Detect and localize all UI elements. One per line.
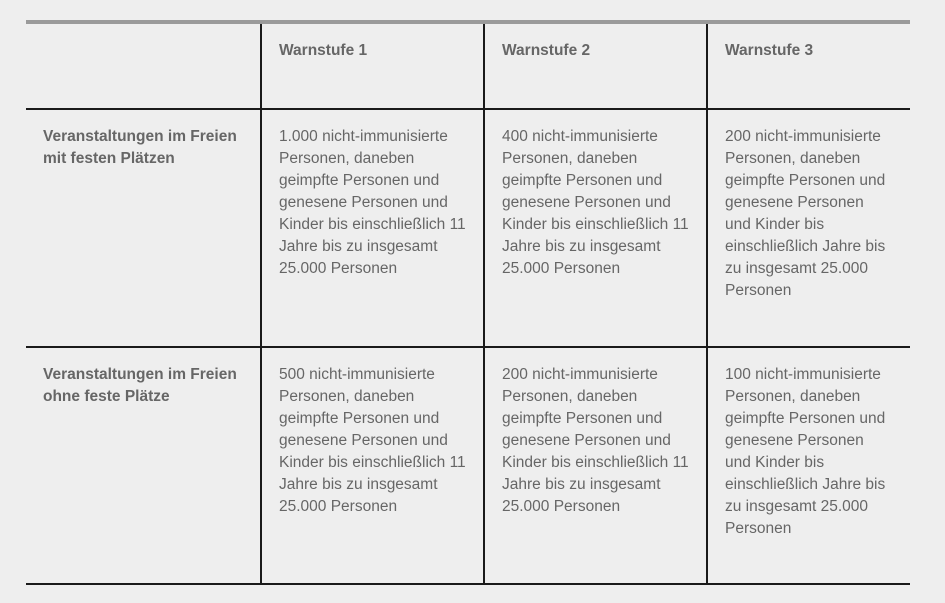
table-row: [26, 347, 910, 584]
header-warnstufe-3: Warnstufe 3: [707, 24, 910, 109]
warnstufen-table: [26, 24, 910, 585]
cell-feste-plaetze-warnstufe-1: 1.000 nicht-immunisierte Personen, daneben geimpfte Personen und genesene Personen und Kinder bis einschließlich 11 Jahre bis zu insgesamt 25.000 Personen: [261, 109, 484, 347]
cell-feste-plaetze-warnstufe-2: 400 nicht-immunisierte Personen, daneben geimpfte Personen und genesene Personen und Kinder bis einschließlich 11 Jahre bis zu insgesamt 25.000 Personen: [484, 109, 707, 347]
header-warnstufe-1: Warnstufe 1: [261, 24, 484, 109]
warnstufen-table-container: [26, 20, 910, 585]
header-empty-cell: [26, 24, 261, 109]
cell-ohne-feste-plaetze-warnstufe-1: 500 nicht-immunisierte Personen, daneben geimpfte Personen und genesene Personen und Kinder bis einschließlich 11 Jahre bis zu insgesamt 25.000 Personen: [261, 347, 484, 584]
row-label-ohne-feste-plaetze: Veranstaltungen im Freien ohne feste Plätze: [26, 347, 261, 584]
table-header-row: [26, 24, 910, 109]
header-warnstufe-2: Warnstufe 2: [484, 24, 707, 109]
row-label-feste-plaetze: Veranstaltungen im Freien mit festen Plätzen: [26, 109, 261, 347]
cell-ohne-feste-plaetze-warnstufe-3: 100 nicht-immunisierte Personen, daneben geimpfte Personen und genesene Personen und Kinder bis einschließlich Jahre bis zu insgesamt 25.000 Personen: [707, 347, 910, 584]
cell-feste-plaetze-warnstufe-3: 200 nicht-immunisierte Personen, daneben geimpfte Personen und genesene Personen und Kinder bis einschließlich Jahre bis zu insgesamt 25.000 Personen: [707, 109, 910, 347]
cell-ohne-feste-plaetze-warnstufe-2: 200 nicht-immunisierte Personen, daneben geimpfte Personen und genesene Personen und Kinder bis einschließlich 11 Jahre bis zu insgesamt 25.000 Personen: [484, 347, 707, 584]
table-row: [26, 109, 910, 347]
